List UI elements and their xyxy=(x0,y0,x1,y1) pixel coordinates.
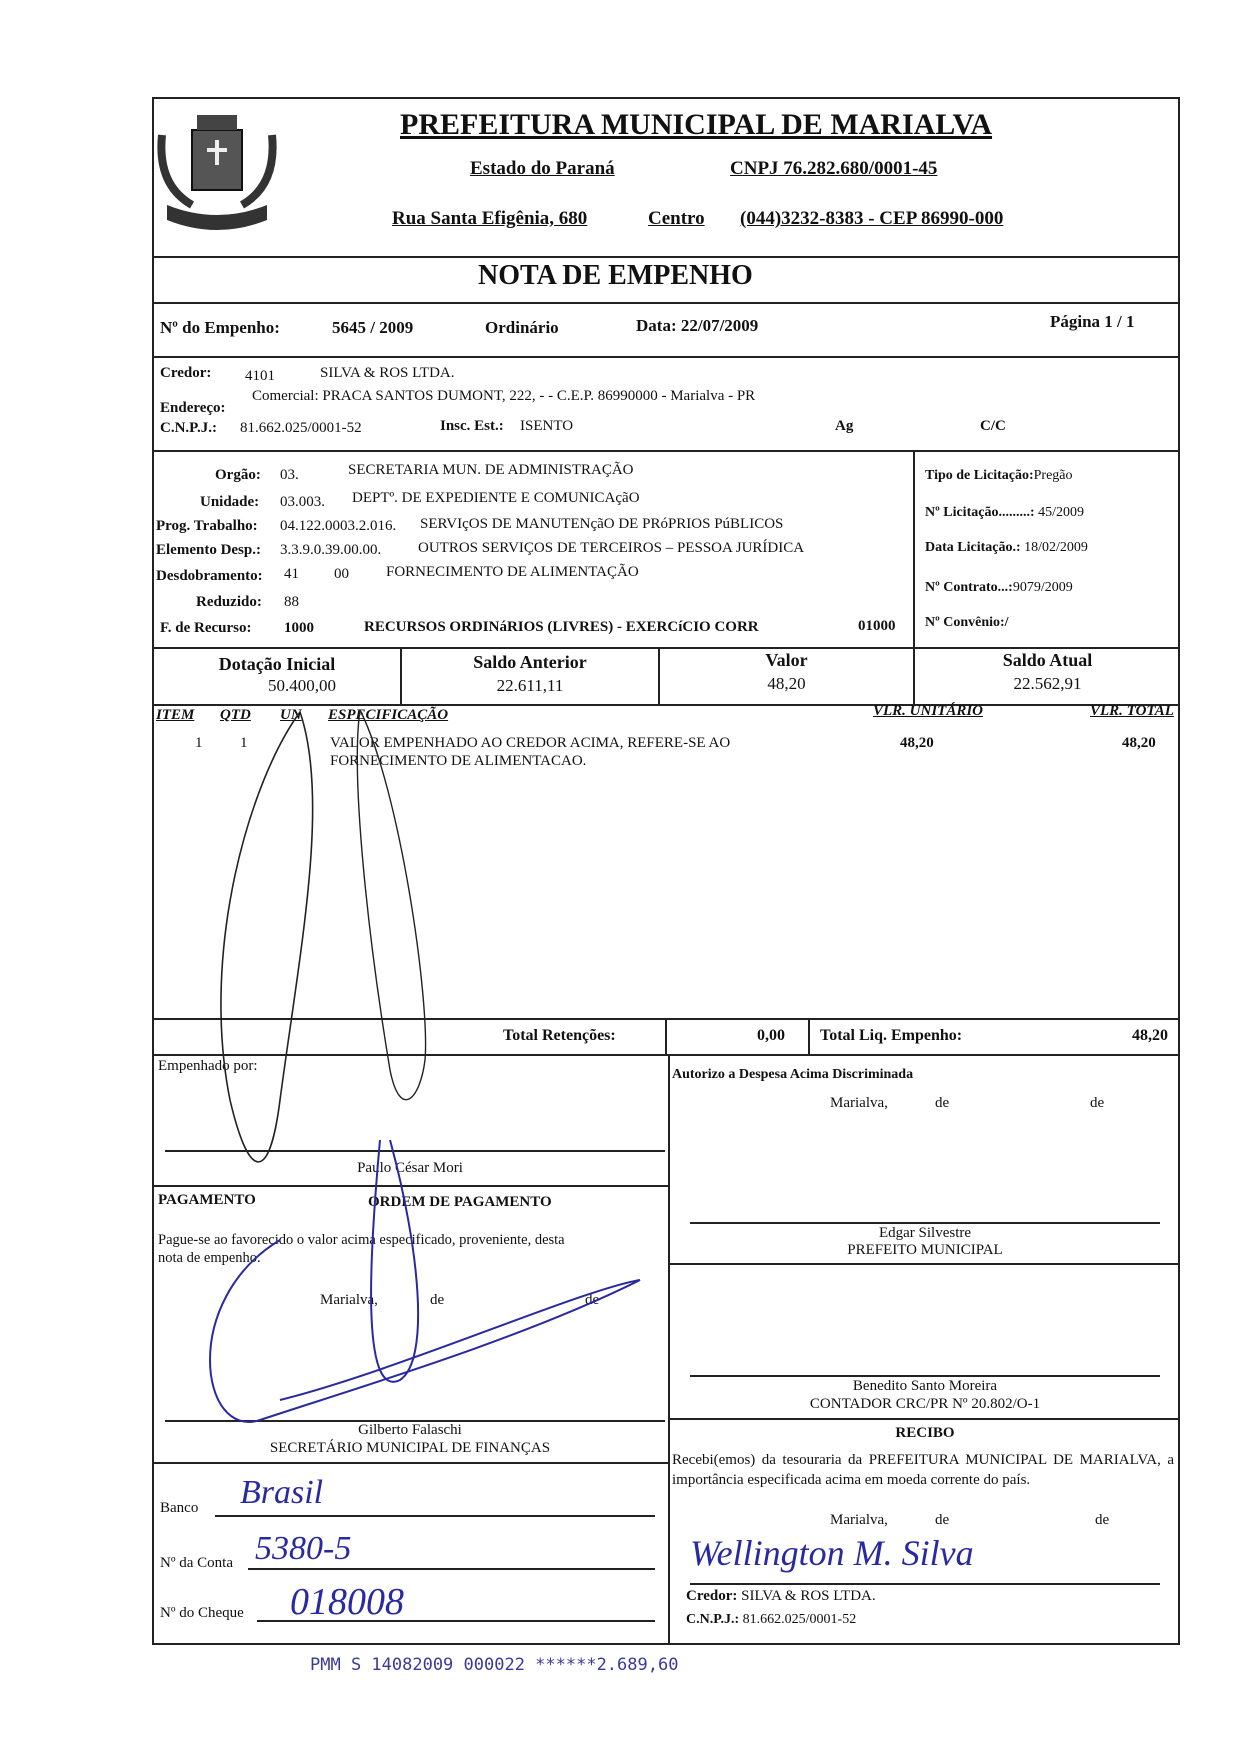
secretario-role: SECRETÁRIO MUNICIPAL DE FINANÇAS xyxy=(269,1440,551,1456)
elemento-name: OUTROS SERVIÇOS DE TERCEIROS – PESSOA JURÍDICA xyxy=(418,540,805,556)
empenhado-label: Empenhado por: xyxy=(158,1058,258,1074)
cnpj-label: C.N.P.J.: xyxy=(160,420,217,436)
num-value: 45/2009 xyxy=(1038,505,1084,520)
autorizo-place: Marialva, xyxy=(830,1095,888,1111)
agency-label: Ag xyxy=(835,418,854,434)
saldo-anterior: 22.611,11 xyxy=(496,676,564,695)
insc-label: Insc. Est.: xyxy=(440,418,504,434)
unidade-name: DEPTº. DE EXPEDIENTE E COMUNICAçãO xyxy=(352,490,640,506)
autorizo-de1: de xyxy=(935,1095,950,1111)
saldo-atual-label: Saldo Atual xyxy=(1002,650,1093,670)
contador-name: Benedito Santo Moreira xyxy=(852,1378,998,1394)
credor-label: Credor: xyxy=(160,365,212,381)
unidade-code: 03.003. xyxy=(280,494,325,510)
prog-label: Prog. Trabalho: xyxy=(156,518,258,534)
address-label: Endereço: xyxy=(160,400,226,416)
total-retencoes-label: Total Retenções: xyxy=(503,1027,616,1044)
autorizo-de2: de xyxy=(1090,1095,1105,1111)
empenhado-name: Paulo César Mori xyxy=(357,1160,463,1176)
ordem-pagamento-title: ORDEM DE PAGAMENTO xyxy=(368,1194,552,1210)
total-liq-label: Total Liq. Empenho: xyxy=(820,1027,963,1044)
desdobramento-code1: 41 xyxy=(284,566,299,582)
empenho-number: 5645 / 2009 xyxy=(332,318,414,337)
account-label: C/C xyxy=(980,418,1006,434)
empenho-number-label: Nº do Empenho: xyxy=(160,318,280,337)
reduzido-value: 88 xyxy=(284,594,299,610)
elemento-code: 3.3.9.0.39.00.00. xyxy=(280,542,382,558)
dotacao-inicial-label: Dotação Inicial xyxy=(218,654,336,674)
secretario-name: Gilberto Falaschi xyxy=(358,1422,462,1438)
num-label: Nº Licitação.........: xyxy=(925,505,1035,520)
recibo-text: Recebi(emos) da tesouraria da PREFEITURA MUNICIPAL DE MARIALVA, a importância especificada acima em moeda corrente do país. xyxy=(672,1452,1174,1488)
insc-value: ISENTO xyxy=(520,418,574,434)
address: Rua Santa Efigênia, 680 xyxy=(392,208,588,229)
conta-label: Nº da Conta xyxy=(160,1555,233,1571)
recibo-credor-label: Credor: xyxy=(686,1588,738,1604)
row-spec-line2: FORNECIMENTO DE ALIMENTACAO. xyxy=(330,753,587,769)
contrato-value: 9079/2009 xyxy=(1012,580,1073,595)
prog-code: 04.122.0003.2.016. xyxy=(280,518,397,534)
orgao-name: SECRETARIA MUN. DE ADMINISTRAÇÃO xyxy=(348,462,634,478)
recibo-place: Marialva, xyxy=(830,1512,888,1528)
recurso-code2: 01000 xyxy=(858,618,896,634)
payment-stamp: PMM S 14082009 000022 ******2.689,60 xyxy=(310,1655,679,1675)
cheque-label: Nº do Cheque xyxy=(160,1605,244,1621)
pagamento-text-line2: nota de empenho. xyxy=(158,1250,261,1266)
recibo-de2: de xyxy=(1095,1512,1110,1528)
orgao-code: 03. xyxy=(280,467,299,483)
pagamento-title: PAGAMENTO xyxy=(158,1192,256,1208)
saldo-anterior-label: Saldo Anterior xyxy=(473,652,587,672)
col-total-value: VLR. TOTAL xyxy=(1090,703,1174,719)
prog-name: SERVIçOS DE MANUTENçãO DE PRóPRIOS PúBLICOS xyxy=(420,516,784,532)
pagamento-de1: de xyxy=(430,1292,445,1308)
row-spec-line1: VALOR EMPENHADO AO CREDOR ACIMA, REFERE-SE AO xyxy=(330,735,731,751)
phone-cep: (044)3232-8383 - CEP 86990-000 xyxy=(740,208,1004,229)
dotacao-inicial: 50.400,00 xyxy=(268,676,336,695)
banco-value: Brasil xyxy=(240,1474,324,1511)
recibo-cnpj-label: C.N.P.J.: xyxy=(686,1612,740,1627)
elemento-label: Elemento Desp.: xyxy=(156,542,261,558)
credor-cnpj: 81.662.025/0001-52 xyxy=(240,420,362,436)
page-title: PREFEITURA MUNICIPAL DE MARIALVA xyxy=(400,108,993,141)
col-un: UN xyxy=(280,707,302,723)
recibo-credor: SILVA & ROS LTDA. xyxy=(741,1588,876,1604)
data-value: 18/02/2009 xyxy=(1024,540,1088,555)
empenho-date: Data: 22/07/2009 xyxy=(636,316,759,335)
data-label: Data Licitação.: xyxy=(925,540,1021,555)
contador-role: CONTADOR CRC/PR Nº 20.802/O-1 xyxy=(809,1396,1041,1412)
row-item: 1 xyxy=(195,735,203,751)
total-liq: 48,20 xyxy=(1132,1027,1168,1044)
district: Centro xyxy=(648,208,705,229)
tipo-value: Pregão xyxy=(1033,468,1073,483)
conta-value: 5380-5 xyxy=(255,1530,352,1567)
desdobramento-name: FORNECIMENTO DE ALIMENTAÇÃO xyxy=(386,564,639,580)
row-qtd: 1 xyxy=(240,735,248,751)
desdobramento-code2: 00 xyxy=(334,566,349,582)
pagamento-de2: de xyxy=(585,1292,600,1308)
saldo-atual: 22.562,91 xyxy=(1013,674,1082,693)
tipo-label: Tipo de Licitação: xyxy=(925,468,1034,483)
convenio: Nº Convênio:/ xyxy=(925,615,1009,630)
row-total-value: 48,20 xyxy=(1122,735,1156,751)
credor-signature: Wellington M. Silva xyxy=(690,1533,974,1573)
document-title: NOTA DE EMPENHO xyxy=(478,260,753,291)
cheque-value: 018008 xyxy=(290,1581,404,1623)
coat-of-arms-logo xyxy=(152,105,292,255)
prefeito-name: Edgar Silvestre xyxy=(878,1225,972,1241)
desdobramento-label: Desdobramento: xyxy=(156,568,263,584)
recibo-cnpj: 81.662.025/0001-52 xyxy=(742,1612,857,1627)
col-spec: ESPECIFICAÇÃO xyxy=(328,707,449,723)
recurso-name: RECURSOS ORDINáRIOS (LIVRES) - EXERCíCIO CORR xyxy=(364,619,759,635)
recurso-code: 1000 xyxy=(284,620,314,636)
credor-name: SILVA & ROS LTDA. xyxy=(320,365,455,381)
licitacao-type xyxy=(925,468,1073,484)
pagamento-text-line1: Pague-se ao favorecido o valor acima especificado, proveniente, desta xyxy=(158,1232,565,1248)
col-unit-value: VLR. UNITÁRIO xyxy=(873,703,984,719)
valor-label: Valor xyxy=(765,650,808,670)
credor-code: 4101 xyxy=(245,368,275,384)
reduzido-label: Reduzido: xyxy=(196,594,262,610)
total-retencoes: 0,00 xyxy=(757,1027,785,1044)
orgao-label: Orgão: xyxy=(215,467,261,483)
contrato xyxy=(925,580,1073,596)
recibo-title: RECIBO xyxy=(895,1425,955,1441)
credor-address: Comercial: PRACA SANTOS DUMONT, 222, - - C.E.P. 86990000 - Marialva - PR xyxy=(252,388,756,404)
licitacao-number xyxy=(925,505,1084,521)
row-unit-value: 48,20 xyxy=(900,735,934,751)
page-number: Página 1 / 1 xyxy=(1050,312,1135,331)
valor: 48,20 xyxy=(767,674,806,693)
pagamento-place: Marialva, xyxy=(320,1292,378,1308)
contrato-label: Nº Contrato...: xyxy=(925,580,1013,595)
licitacao-date xyxy=(925,540,1088,556)
state: Estado do Paraná xyxy=(470,158,615,179)
cnpj: CNPJ 76.282.680/0001-45 xyxy=(730,158,938,179)
empenho-type: Ordinário xyxy=(485,318,559,337)
col-qtd: QTD xyxy=(220,707,251,723)
autorizo-label: Autorizo a Despesa Acima Discriminada xyxy=(672,1067,914,1082)
prefeito-role: PREFEITO MUNICIPAL xyxy=(847,1242,1003,1258)
recibo-de1: de xyxy=(935,1512,950,1528)
unidade-label: Unidade: xyxy=(200,494,260,510)
banco-label: Banco xyxy=(160,1500,199,1516)
recurso-label: F. de Recurso: xyxy=(160,620,252,636)
col-item: ITEM xyxy=(156,707,195,723)
